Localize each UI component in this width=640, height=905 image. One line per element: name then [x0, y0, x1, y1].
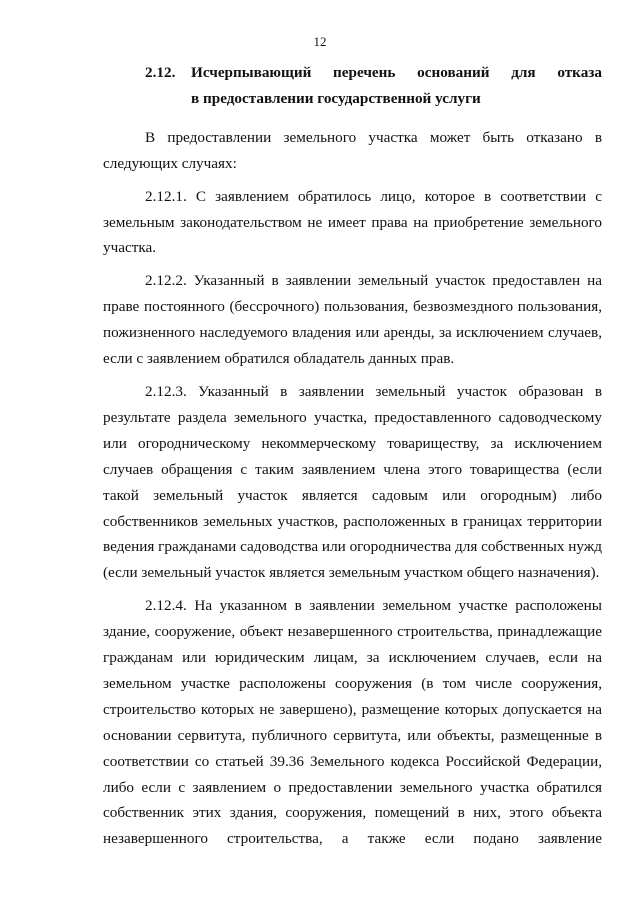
page-number: 12 — [313, 34, 327, 49]
section-heading — [103, 60, 602, 112]
section-title-line-1: Исчерпывающий перечень оснований для отказа — [191, 64, 602, 81]
paragraph-2-12-1: 2.12.1. С заявлением обратилось лицо, которое в соответствии с земельным законодательством не имеет права на приобретение земельного участка. — [103, 187, 602, 257]
paragraph-2-12-2: 2.12.2. Указанный в заявлении земельный участок предоставлен на праве постоянного (бессрочного) пользования, безвозмездного пользования, пожизненного наследуемого владения или аренды, за исключением случаев, если с заявлением обратился обладатель данных прав. — [103, 272, 602, 368]
section-title — [191, 60, 602, 112]
paragraph-2-12-3: 2.12.3. Указанный в заявлении земельный участок образован в результате раздела земельного участка, предоставленного садоводческому или огородническому некоммерческому товариществу, за исключением случаев обращения с таким заявлением члена этого товарищества (если такой земельный участок является садовым или огородным) либо собственников земельных участков, расположенных в границах территории ведения гражданами садоводства или огородничества для собственных нужд (если земельный участок является земельным участком общего назначения). — [103, 382, 602, 582]
paragraph-intro: В предоставлении земельного участка может быть отказано в следующих случаях: — [103, 128, 602, 172]
paragraph-2-12-4: 2.12.4. На указанном в заявлении земельном участке расположены здание, сооружение, объект незавершенного строительства, принадлежащие гражданам или юридическим лицам, за исключением случаев, если на земельном участке расположены сооружения (в том числе сооружения, строительство которых не завершено), размещение которых допускается на основании сервитута, публичного сервитута, или объекты, размещенные в соответствии со статьей 39.36 Земельного кодекса Российской Федерации, либо если с заявлением о предоставлении земельного участка обратился собственник этих здания, сооружения, помещений в них, этого объекта незавершенного строительства, а также если подано заявление — [103, 597, 602, 848]
document-body — [103, 60, 602, 859]
section-number: 2.12. — [145, 64, 176, 81]
section-title-line-2: в предоставлении государственной услуги — [191, 89, 481, 107]
